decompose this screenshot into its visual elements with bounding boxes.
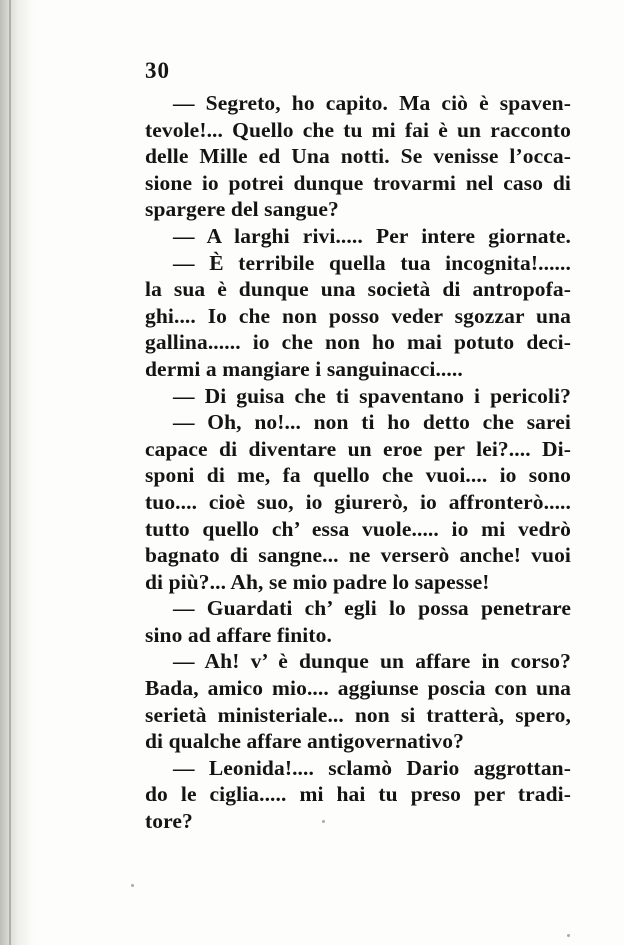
text-line: gallina...... io che non ho mai potuto deci- <box>145 330 571 355</box>
text-line: dermi a mangiare i sanguinacci..... <box>145 356 463 381</box>
text-line: — Oh, no!... non ti ho detto che sarei <box>173 410 571 435</box>
text-line: — Segreto, ho capito. Ma ciò è spaven- <box>173 91 571 115</box>
paper-speck <box>567 934 570 937</box>
text-line: bagnato di sangne... ne verserò anche! vuoi <box>145 543 571 568</box>
text-line: spargere del sangue? <box>145 197 339 222</box>
text-line: — Di guisa che ti spaventano i pericoli? <box>173 383 571 408</box>
text-line: — A larghi rivi..... Per intere giornate. <box>173 223 571 248</box>
text-line: sponi di me, fa quello che vuoi.... io sono <box>145 463 571 488</box>
text-line: tutto quello ch’ essa vuole..... io mi vedrò <box>145 516 571 541</box>
text-line: do le ciglia..... mi hai tu preso per tradi- <box>145 782 571 807</box>
text-line: la sua è dunque una società di antropofa- <box>145 277 571 302</box>
paper-speck <box>322 820 325 823</box>
text-line: — Leonida!.... sclamò Dario aggrottan- <box>173 755 571 780</box>
text-line: serietà ministeriale... non si tratterà, spero, <box>145 702 571 727</box>
page-number: 30 <box>145 58 170 83</box>
text-line: di qualche affare antigovernativo? <box>145 729 464 754</box>
binding-gutter <box>0 0 34 945</box>
text-line: ghi.... Io che non posso veder sgozzar una <box>145 303 571 328</box>
text-line: di più?... Ah, se mio padre lo sapesse! <box>145 569 490 594</box>
text-line: sione io potrei dunque trovarmi nel caso di <box>145 170 571 195</box>
text-line: Bada, amico mio.... aggiunse poscia con una <box>145 676 571 701</box>
text-line: — È terribile quella tua incognita!...... <box>173 250 571 275</box>
body-text <box>145 90 571 835</box>
text-line: tore? <box>145 809 193 834</box>
text-line: capace di diventare un eroe per lei?.... Di- <box>145 436 571 461</box>
text-line: tevole!... Quello che tu mi fai è un racconto <box>145 117 571 142</box>
text-line: — Ah! v’ è dunque un affare in corso? <box>173 649 571 674</box>
binding-edge <box>9 0 11 945</box>
text-line: tuo.... cioè suo, io giurerò, io affronterò..... <box>145 489 571 514</box>
text-line: delle Mille ed Una notti. Se venisse l’occa- <box>145 144 571 169</box>
text-line: sino ad affare finito. <box>145 622 332 647</box>
text-line: — Guardati ch’ egli lo possa penetrare <box>173 596 571 621</box>
paper-speck <box>131 884 134 887</box>
